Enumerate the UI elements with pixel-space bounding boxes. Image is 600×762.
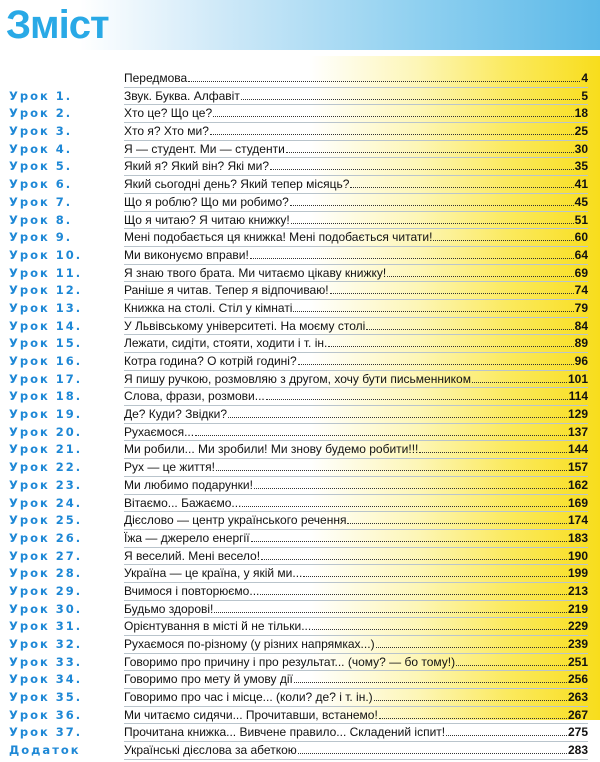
toc-entry — [124, 583, 588, 601]
page-number: 283 — [567, 743, 588, 758]
page-number: 5 — [581, 88, 588, 103]
dot-leader — [387, 266, 573, 277]
entry-title: Що я читаю? Я читаю книжку! — [124, 212, 290, 227]
toc-row[interactable] — [0, 565, 600, 583]
lesson-number: Урок 6. — [9, 177, 73, 192]
toc-entry — [124, 70, 588, 88]
entry-title: Лежати, сидіти, стояти, ходити і т. ін. — [124, 336, 328, 351]
page-number: 64 — [574, 247, 588, 262]
entry-title: Ми робили... Ми зробили! Ми знову будемо робити!!! — [124, 442, 419, 457]
toc-entry — [124, 424, 588, 442]
toc-entry — [124, 176, 588, 194]
toc-row[interactable] — [0, 707, 600, 725]
dot-leader — [254, 478, 567, 489]
row-divider — [124, 759, 588, 760]
page-number: 41 — [574, 177, 588, 192]
page-number: 51 — [574, 212, 588, 227]
dot-leader — [266, 389, 568, 400]
toc-row[interactable] — [0, 176, 600, 194]
dot-leader — [376, 637, 567, 648]
toc-entry — [124, 247, 588, 265]
page-number: 183 — [567, 530, 588, 545]
lesson-number: Урок 24. — [9, 495, 83, 510]
lesson-number: Урок 16. — [9, 354, 83, 368]
entry-title: Будьмо здорові! — [124, 601, 214, 616]
lesson-number: Урок 22. — [9, 460, 83, 475]
lesson-number: Урок 26. — [9, 530, 83, 545]
dot-leader — [298, 354, 574, 365]
entry-title: Передмова — [124, 71, 188, 85]
entry-title: Ми читаємо сидячи... Прочитавши, встанемо! — [124, 707, 378, 722]
entry-title: Рухаємося... — [124, 424, 195, 439]
toc-entry — [124, 618, 588, 636]
lesson-number: Урок 7. — [9, 194, 73, 209]
toc-row[interactable] — [0, 282, 600, 300]
entry-title: Я веселий. Мені весело! — [124, 548, 261, 563]
dot-leader — [419, 442, 567, 453]
dot-leader — [228, 407, 567, 418]
toc-row[interactable] — [0, 742, 600, 760]
lesson-number: Урок 15. — [9, 336, 83, 351]
toc-entry — [124, 318, 588, 336]
toc-entry — [124, 512, 588, 530]
dot-leader — [216, 460, 567, 471]
toc-entry — [124, 123, 588, 141]
dot-leader — [214, 602, 567, 613]
toc-entry — [124, 495, 588, 513]
lesson-number: Урок 2. — [9, 106, 73, 121]
entry-title: Книжка на столі. Стіл у кімнаті — [124, 300, 293, 315]
lesson-number: Урок 31. — [9, 619, 83, 634]
lesson-number: Урок 1. — [9, 88, 73, 103]
toc-entry — [124, 671, 588, 689]
page-number: 35 — [574, 159, 588, 174]
page-number: 229 — [567, 619, 588, 634]
toc-row[interactable] — [0, 654, 600, 672]
lesson-number: Урок 5. — [9, 159, 73, 174]
entry-title: Котра година? О котрій годині? — [124, 354, 297, 368]
toc-entry — [124, 212, 588, 230]
toc-row[interactable] — [0, 194, 600, 212]
toc-entry — [124, 530, 588, 548]
dot-leader — [379, 708, 567, 719]
dot-leader — [456, 655, 567, 666]
toc-entry — [124, 441, 588, 459]
toc-entry — [124, 689, 588, 707]
entry-title: Де? Куди? Звідки? — [124, 407, 228, 422]
lesson-number: Урок 14. — [9, 318, 83, 333]
entry-title: У Львівському університеті. На моєму столі — [124, 318, 366, 333]
page-number: 45 — [574, 194, 588, 209]
toc-entry — [124, 141, 588, 159]
toc-entry — [124, 335, 588, 353]
toc-entry — [124, 548, 588, 566]
page-number: 69 — [574, 265, 588, 280]
lesson-number: Урок 33. — [9, 654, 83, 669]
page-number: 74 — [574, 283, 588, 298]
toc-row[interactable] — [0, 477, 600, 495]
entry-title: Прочитана книжка... Вивчене правило... Складений іспит! — [124, 725, 446, 740]
entry-title: Звук. Буква. Алфавіт — [124, 88, 240, 103]
page-number: 213 — [567, 583, 588, 598]
page-number: 129 — [567, 407, 588, 422]
page-number: 18 — [574, 106, 588, 121]
toc-entry — [124, 371, 588, 389]
toc-entry — [124, 565, 588, 583]
page-number: 263 — [567, 690, 588, 705]
page-number: 190 — [567, 548, 588, 563]
entry-title: Який сьогодні день? Який тепер місяць? — [124, 177, 350, 192]
dot-leader — [347, 513, 567, 524]
entry-title: Слова, фрази, розмови... — [124, 389, 265, 404]
toc-entry — [124, 353, 588, 371]
page-number: 169 — [567, 495, 588, 510]
toc-entry — [124, 654, 588, 672]
toc-row[interactable] — [0, 601, 600, 619]
lesson-number: Урок 25. — [9, 513, 83, 528]
entry-title: Рух — це життя! — [124, 460, 215, 475]
dot-leader — [446, 725, 567, 736]
lesson-number: Урок 23. — [9, 477, 83, 492]
page-number: 157 — [567, 460, 588, 475]
page-number: 256 — [567, 672, 588, 687]
page-number: 275 — [567, 725, 588, 740]
lesson-number: Урок 27. — [9, 548, 83, 563]
toc-row[interactable] — [0, 512, 600, 530]
page-number: 174 — [567, 513, 588, 528]
entry-title: Мені подобається ця книжка! Мені подобається читати! — [124, 230, 433, 245]
entry-title: Україна — це країна, у якій ми... — [124, 566, 303, 581]
page-number: 239 — [567, 637, 588, 651]
toc-entry — [124, 388, 588, 406]
toc-row[interactable] — [0, 636, 600, 654]
lesson-number: Урок 3. — [9, 124, 73, 139]
toc-row[interactable] — [0, 335, 600, 353]
page-number: 4 — [581, 71, 588, 85]
lesson-number: Урок 8. — [9, 212, 73, 227]
entry-title: Говоримо про мету й умову дії — [124, 672, 293, 687]
dot-leader — [293, 301, 573, 312]
page-number: 162 — [567, 477, 588, 492]
toc-row[interactable] — [0, 353, 600, 371]
toc-row[interactable] — [0, 583, 600, 601]
page-number: 60 — [574, 230, 588, 245]
dot-leader — [294, 672, 567, 683]
page-number: 96 — [574, 354, 588, 368]
lesson-number: Урок 30. — [9, 601, 83, 616]
toc-row[interactable] — [0, 441, 600, 459]
lesson-number: Урок 34. — [9, 672, 83, 687]
toc-entry — [124, 406, 588, 424]
dot-leader — [250, 248, 574, 259]
toc-row[interactable] — [0, 123, 600, 141]
dot-leader — [472, 372, 567, 383]
dot-leader — [374, 690, 567, 701]
dot-leader — [188, 71, 580, 82]
toc-entry — [124, 282, 588, 300]
dot-leader — [241, 89, 581, 100]
toc-entry — [124, 742, 588, 760]
lesson-number: Урок 9. — [9, 230, 73, 245]
toc-row[interactable] — [0, 70, 600, 88]
dot-leader — [291, 213, 574, 224]
toc-row[interactable] — [0, 229, 600, 247]
toc-entry — [124, 601, 588, 619]
page-number: 114 — [568, 389, 588, 404]
toc-row[interactable] — [0, 548, 600, 566]
page-number: 101 — [567, 371, 588, 386]
toc-row[interactable] — [0, 141, 600, 159]
dot-leader — [328, 336, 573, 347]
toc-row[interactable] — [0, 689, 600, 707]
dot-leader — [366, 319, 573, 330]
page-number: 267 — [567, 707, 588, 722]
toc-row[interactable] — [0, 318, 600, 336]
toc-entry — [124, 105, 588, 123]
dot-leader — [210, 124, 574, 135]
dot-leader — [350, 177, 573, 188]
dot-leader — [260, 584, 567, 595]
toc-entry — [124, 636, 588, 654]
page-number: 84 — [574, 318, 588, 333]
entry-title: Хто це? Що це? — [124, 106, 213, 121]
toc-row[interactable] — [0, 88, 600, 106]
lesson-number: Урок 37. — [9, 725, 83, 740]
dot-leader — [433, 230, 573, 241]
page-number: 251 — [567, 654, 588, 669]
lesson-number: Урок 18. — [9, 389, 83, 404]
entry-title: Їжа — джерело енергії — [124, 530, 250, 545]
page-number: 79 — [574, 300, 588, 315]
toc-entry — [124, 88, 588, 106]
dot-leader — [312, 619, 567, 630]
dot-leader — [330, 283, 574, 294]
toc-entry — [124, 459, 588, 477]
lesson-number: Урок 4. — [9, 141, 73, 156]
toc-row[interactable] — [0, 212, 600, 230]
lesson-number: Урок 28. — [9, 566, 83, 581]
toc-row[interactable] — [0, 388, 600, 406]
toc-row[interactable] — [0, 265, 600, 283]
entry-title: Я пишу ручкою, розмовляю з другом, хочу бути письменником — [124, 371, 471, 386]
entry-title: Раніше я читав. Тепер я відпочиваю! — [124, 283, 329, 298]
toc-entry — [124, 724, 588, 742]
entry-title: Ми любимо подарунки! — [124, 477, 253, 492]
toc-entry — [124, 707, 588, 725]
toc-row[interactable] — [0, 671, 600, 689]
lesson-number: Урок 17. — [9, 371, 83, 386]
entry-title: Хто я? Хто ми? — [124, 124, 209, 139]
page-number: 144 — [567, 442, 588, 457]
dot-leader — [251, 531, 567, 542]
toc-row[interactable] — [0, 247, 600, 265]
lesson-number: Урок 19. — [9, 407, 83, 422]
entry-title: Ми виконуємо вправи! — [124, 247, 249, 262]
toc-row[interactable] — [0, 406, 600, 424]
entry-title: Я — студент. Ми — студенти — [124, 141, 285, 156]
page-number: 137 — [567, 424, 588, 439]
toc-row[interactable] — [0, 495, 600, 513]
lesson-number: Урок 35. — [9, 690, 83, 705]
entry-title: Вчимося і повторюємо... — [124, 583, 260, 598]
lesson-number: Урок 20. — [9, 424, 83, 439]
dot-leader — [286, 142, 574, 153]
lesson-number: Урок 12. — [9, 283, 83, 298]
page-number: 25 — [574, 124, 588, 139]
dot-leader — [242, 496, 567, 507]
toc-entry — [124, 229, 588, 247]
page-number: 89 — [574, 336, 588, 351]
entry-title: Дієслово — центр українського речення — [124, 513, 347, 528]
lesson-number: Урок 10. — [9, 247, 83, 262]
dot-leader — [195, 425, 567, 436]
toc-row[interactable] — [0, 371, 600, 389]
lesson-number: Урок 21. — [9, 442, 83, 457]
toc-entry — [124, 265, 588, 283]
dot-leader — [303, 566, 567, 577]
toc-row[interactable] — [0, 530, 600, 548]
entry-title: Рухаємося по-різному (у різних напрямках...) — [124, 637, 375, 651]
toc-entry — [124, 158, 588, 176]
toc-row[interactable] — [0, 300, 600, 318]
page-title: Зміст — [6, 3, 109, 47]
table-of-contents — [0, 70, 600, 760]
lesson-number: Урок 32. — [9, 637, 83, 651]
dot-leader — [298, 743, 567, 754]
toc-entry — [124, 300, 588, 318]
entry-title: Який я? Який він? Які ми? — [124, 159, 270, 174]
dot-leader — [290, 195, 574, 206]
dot-leader — [270, 159, 574, 170]
entry-title: Говоримо про час і місце... (коли? де? і т. ін.) — [124, 690, 373, 705]
toc-entry — [124, 477, 588, 495]
toc-row[interactable] — [0, 105, 600, 123]
entry-title: Орієнтування в місті й не тільки... — [124, 619, 312, 634]
lesson-number: Урок 13. — [9, 300, 83, 315]
entry-title: Українські дієслова за абеткою — [124, 743, 297, 758]
entry-title: Що я роблю? Що ми робимо? — [124, 194, 289, 209]
toc-row[interactable] — [0, 618, 600, 636]
entry-title: Говоримо про причину і про результат... (чому? — бо тому!) — [124, 654, 456, 669]
dot-leader — [213, 106, 574, 117]
lesson-number: Додаток — [9, 743, 81, 758]
toc-row[interactable] — [0, 158, 600, 176]
dot-leader — [261, 549, 567, 560]
toc-entry — [124, 194, 588, 212]
page-number: 219 — [567, 601, 588, 616]
toc-row[interactable] — [0, 459, 600, 477]
page-number: 30 — [574, 141, 588, 156]
lesson-number: Урок 11. — [9, 265, 83, 280]
page-number: 199 — [567, 566, 588, 581]
lesson-number: Урок 36. — [9, 707, 83, 722]
entry-title: Вітаємо... Бажаємо... — [124, 495, 242, 510]
lesson-number: Урок 29. — [9, 583, 83, 598]
toc-row[interactable] — [0, 424, 600, 442]
toc-row[interactable] — [0, 724, 600, 742]
entry-title: Я знаю твого брата. Ми читаємо цікаву книжку! — [124, 265, 387, 280]
